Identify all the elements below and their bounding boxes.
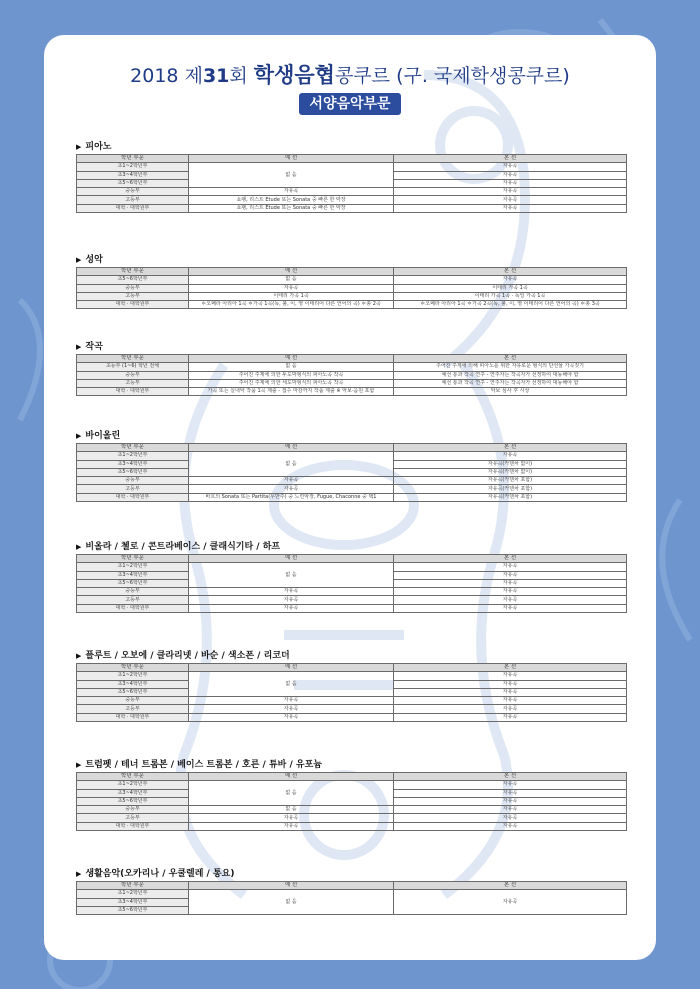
grade-cell: 중등부 bbox=[77, 371, 189, 379]
section-title bbox=[76, 649, 626, 663]
column-header-grade: 학년 부문 bbox=[77, 355, 189, 363]
bullet-arrow-icon: ▶ bbox=[76, 432, 82, 440]
table-row bbox=[77, 188, 627, 196]
schedule-table bbox=[76, 354, 627, 396]
schedule-table bbox=[76, 154, 627, 213]
section-title bbox=[76, 429, 626, 443]
table-row bbox=[77, 781, 627, 789]
prelim-cell: 주어진 주제에 의한 세도막형식의 피아노곡 작곡 bbox=[189, 379, 394, 387]
final-cell: 자유곡 bbox=[394, 588, 627, 596]
prelim-cell: 자유곡 bbox=[189, 477, 394, 485]
table-row bbox=[77, 697, 627, 705]
category-badge: 서양음악부문 bbox=[299, 93, 400, 115]
bullet-arrow-icon: ▶ bbox=[76, 761, 82, 769]
table-header-row bbox=[77, 773, 627, 781]
schedule-table bbox=[76, 881, 627, 915]
final-cell: 자유곡 bbox=[394, 188, 627, 196]
grade-cell: 고등부 bbox=[77, 814, 189, 822]
grade-cell: 고등부 bbox=[77, 379, 189, 387]
column-header-final: 본 선 bbox=[394, 555, 627, 563]
grade-cell: 초3~4학년부 bbox=[77, 571, 189, 579]
final-cell: 자유곡(카덴차 포함) bbox=[394, 493, 627, 501]
prelim-cell: 자유곡 bbox=[189, 705, 394, 713]
title-round-prefix: 제 bbox=[184, 65, 203, 87]
column-header-prelim: 예 선 bbox=[189, 882, 394, 890]
column-header-grade: 학년 부문 bbox=[77, 555, 189, 563]
grade-cell: 초1~2학년부 bbox=[77, 163, 189, 171]
grade-cell: 초5~6학년부 bbox=[77, 579, 189, 587]
grade-cell: 초3~4학년부 bbox=[77, 460, 189, 468]
schedule-table bbox=[76, 267, 627, 309]
section-title-text: 작곡 bbox=[85, 342, 103, 352]
section-title bbox=[76, 867, 626, 881]
prelim-cell: 자유곡 bbox=[189, 822, 394, 830]
table-row bbox=[77, 814, 627, 822]
section-title bbox=[76, 758, 626, 772]
prelim-cell: 없 음 bbox=[189, 890, 394, 915]
grade-cell: 대학 · 대학원부 bbox=[77, 204, 189, 212]
column-header-grade: 학년 부문 bbox=[77, 155, 189, 163]
grade-cell: 초3~4학년부 bbox=[77, 789, 189, 797]
section-title-text: 플루트 / 오보에 / 클라리넷 / 바순 / 색소폰 / 리코더 bbox=[85, 651, 290, 661]
table-header-row bbox=[77, 444, 627, 452]
table-row bbox=[77, 563, 627, 571]
table-row bbox=[77, 276, 627, 284]
section-1 bbox=[76, 140, 626, 213]
final-cell: 자유곡 bbox=[394, 571, 627, 579]
grade-cell: 고등부 bbox=[77, 196, 189, 204]
column-header-prelim: 예 선 bbox=[189, 555, 394, 563]
table-header-row bbox=[77, 882, 627, 890]
final-cell: 주어진 주제에 의해 피아노를 위한 자유로운 형식의 단선율 가곡짓기 bbox=[394, 363, 627, 371]
final-cell: 자유곡(카덴차 없이) bbox=[394, 468, 627, 476]
prelim-cell: 자유곡 bbox=[189, 485, 394, 493]
final-cell: 자유곡 bbox=[394, 688, 627, 696]
final-cell: 자유곡 bbox=[394, 452, 627, 460]
grade-cell: 중등부 bbox=[77, 588, 189, 596]
section-6 bbox=[76, 649, 626, 722]
section-title bbox=[76, 340, 626, 354]
grade-cell: 초5~6학년부 bbox=[77, 688, 189, 696]
column-header-prelim: 예 선 bbox=[189, 268, 394, 276]
grade-cell: 초1~2학년부 bbox=[77, 452, 189, 460]
bullet-arrow-icon: ▶ bbox=[76, 870, 82, 878]
section-title-text: 바이올린 bbox=[85, 431, 121, 441]
final-cell: 자유곡 bbox=[394, 814, 627, 822]
table-row bbox=[77, 163, 627, 171]
section-7 bbox=[76, 758, 626, 831]
grade-cell: 초5~6학년부 bbox=[77, 276, 189, 284]
column-header-prelim: 예 선 bbox=[189, 155, 394, 163]
column-header-prelim: 예 선 bbox=[189, 444, 394, 452]
prelim-cell: 자유곡 bbox=[189, 713, 394, 721]
table-header-row bbox=[77, 268, 627, 276]
prelim-cell: 없 음 bbox=[189, 363, 394, 371]
prelim-cell: 주어진 주제에 의한 두도막형식의 피아노곡 작곡 bbox=[189, 371, 394, 379]
prelim-cell: 자유곡 bbox=[189, 188, 394, 196]
final-cell: 자유곡 bbox=[394, 680, 627, 688]
column-header-final: 본 선 bbox=[394, 355, 627, 363]
grade-cell: 초3~4학년부 bbox=[77, 680, 189, 688]
grade-cell: 중등부 bbox=[77, 477, 189, 485]
table-row bbox=[77, 672, 627, 680]
table-header-row bbox=[77, 355, 627, 363]
table-row bbox=[77, 196, 627, 204]
schedule-table bbox=[76, 554, 627, 613]
final-cell: 자유곡(카덴차 포함) bbox=[394, 485, 627, 493]
section-title-text: 피아노 bbox=[85, 142, 112, 152]
grade-cell: 대학 · 대학원부 bbox=[77, 822, 189, 830]
prelim-cell: 없 음 bbox=[189, 452, 394, 477]
table-row bbox=[77, 363, 627, 371]
prelim-cell: 이태리 가곡 1곡 bbox=[189, 292, 394, 300]
title-round-number: 31 bbox=[202, 65, 230, 87]
column-header-prelim: 예 선 bbox=[189, 773, 394, 781]
column-header-grade: 학년 부문 bbox=[77, 664, 189, 672]
grade-cell: 대학 · 대학원부 bbox=[77, 493, 189, 501]
grade-cell: 초1~2학년부 bbox=[77, 781, 189, 789]
section-4 bbox=[76, 429, 626, 502]
column-header-final: 본 선 bbox=[394, 664, 627, 672]
section-8 bbox=[76, 867, 626, 915]
bullet-arrow-icon: ▶ bbox=[76, 543, 82, 551]
grade-cell: 고등부 bbox=[77, 292, 189, 300]
grade-cell: 중등부 bbox=[77, 806, 189, 814]
schedule-table bbox=[76, 772, 627, 831]
final-cell: 자유곡 bbox=[394, 713, 627, 721]
table-row bbox=[77, 379, 627, 387]
section-3 bbox=[76, 340, 626, 396]
grade-cell: 초3~4학년부 bbox=[77, 171, 189, 179]
grade-cell: 대학 · 대학원부 bbox=[77, 301, 189, 309]
prelim-cell: 없 음 bbox=[189, 781, 394, 806]
prelim-cell: 가곡 또는 실내악 작품 1곡 제출 - 접수 마감까지 작품 제출 ※ 악보·음원 포함 bbox=[189, 388, 394, 396]
grade-cell: 대학 · 대학원부 bbox=[77, 604, 189, 612]
table-row bbox=[77, 890, 627, 898]
prelim-cell: 자유곡 bbox=[189, 284, 394, 292]
prelim-cell: 없 음 bbox=[189, 276, 394, 284]
final-cell: 자유곡 bbox=[394, 604, 627, 612]
final-cell: 자유곡 bbox=[394, 705, 627, 713]
grade-cell: 고등부 bbox=[77, 596, 189, 604]
table-row bbox=[77, 371, 627, 379]
table-row bbox=[77, 292, 627, 300]
final-cell: 자유곡(카덴차 포함) bbox=[394, 477, 627, 485]
final-cell: 자유곡 bbox=[394, 196, 627, 204]
grade-cell: 초5~6학년부 bbox=[77, 179, 189, 187]
table-row bbox=[77, 604, 627, 612]
table-row bbox=[77, 477, 627, 485]
table-row bbox=[77, 452, 627, 460]
table-row bbox=[77, 705, 627, 713]
bullet-arrow-icon: ▶ bbox=[76, 143, 82, 151]
final-cell: 자유곡 bbox=[394, 171, 627, 179]
final-cell: 이태리 가곡 1곡 · 독일 가곡 1곡 bbox=[394, 292, 627, 300]
title-paren: (구. 국제학생콩쿠르) bbox=[396, 65, 570, 87]
section-title-text: 생활음악(오카리나 / 우쿨렐레 / 통요) bbox=[85, 869, 235, 879]
final-cell: 자유곡 bbox=[394, 596, 627, 604]
grade-cell: 초1~2학년부 bbox=[77, 563, 189, 571]
schedule-table bbox=[76, 663, 627, 722]
final-cell: 자유곡 bbox=[394, 179, 627, 187]
final-cell: 자유곡 bbox=[394, 563, 627, 571]
prelim-cell: 쇼팽, 리스트 Etude 또는 Sonata 중 빠른 한 악장 bbox=[189, 204, 394, 212]
column-header-grade: 학년 부문 bbox=[77, 444, 189, 452]
prelim-cell: 쇼팽, 리스트 Etude 또는 Sonata 중 빠른 한 악장 bbox=[189, 196, 394, 204]
table-row bbox=[77, 388, 627, 396]
table-row bbox=[77, 493, 627, 501]
schedule-table bbox=[76, 443, 627, 502]
final-cell: 자유곡 bbox=[394, 579, 627, 587]
grade-cell: 초등부 (1~6) 학년 전체 bbox=[77, 363, 189, 371]
grade-cell: 중등부 bbox=[77, 284, 189, 292]
grade-cell: 중등부 bbox=[77, 188, 189, 196]
title-rest: 콩쿠르 bbox=[334, 65, 391, 87]
grade-cell: 초3~4학년부 bbox=[77, 898, 189, 906]
final-cell: 악보 심사 후 시상 bbox=[394, 388, 627, 396]
section-2 bbox=[76, 253, 626, 309]
competition-title bbox=[44, 63, 656, 88]
grade-cell: 초1~2학년부 bbox=[77, 890, 189, 898]
grade-cell: 중등부 bbox=[77, 697, 189, 705]
column-header-final: 본 선 bbox=[394, 155, 627, 163]
final-cell: 예선 통과 작곡 연주 - 연주자는 작곡자가 선정하여 대동해야 함 bbox=[394, 379, 627, 387]
poster-card bbox=[44, 35, 656, 960]
grade-cell: 고등부 bbox=[77, 485, 189, 493]
bullet-arrow-icon: ▶ bbox=[76, 652, 82, 660]
grade-cell: 대학 · 대학원부 bbox=[77, 713, 189, 721]
grade-cell: 고등부 bbox=[77, 705, 189, 713]
final-cell: 자유곡 bbox=[394, 163, 627, 171]
table-row bbox=[77, 284, 627, 292]
column-header-grade: 학년 부문 bbox=[77, 882, 189, 890]
table-row bbox=[77, 713, 627, 721]
column-header-final: 본 선 bbox=[394, 444, 627, 452]
final-cell: 자유곡 bbox=[394, 890, 627, 915]
table-row bbox=[77, 588, 627, 596]
prelim-cell: 자유곡 bbox=[189, 604, 394, 612]
table-row bbox=[77, 806, 627, 814]
column-header-grade: 학년 부문 bbox=[77, 773, 189, 781]
table-header-row bbox=[77, 155, 627, 163]
final-cell: ＊오페라 아리아 1곡 ＊가곡 2곡(독, 불, 이, 영 이태리어 다른 언어의 곡) ＊총 3곡 bbox=[394, 301, 627, 309]
prelim-cell: 자유곡 bbox=[189, 814, 394, 822]
title-round-suffix: 회 bbox=[229, 65, 248, 87]
prelim-cell: 없 음 bbox=[189, 806, 394, 814]
grade-cell: 대학 · 대학원부 bbox=[77, 388, 189, 396]
prelim-cell: 자유곡 bbox=[189, 588, 394, 596]
final-cell: 자유곡 bbox=[394, 204, 627, 212]
section-title-text: 성악 bbox=[85, 255, 103, 265]
bullet-arrow-icon: ▶ bbox=[76, 343, 82, 351]
final-cell: 이태리 가곡 1곡 bbox=[394, 284, 627, 292]
final-cell: 자유곡 bbox=[394, 822, 627, 830]
table-row bbox=[77, 485, 627, 493]
table-row bbox=[77, 596, 627, 604]
column-header-final: 본 선 bbox=[394, 268, 627, 276]
final-cell: 자유곡 bbox=[394, 697, 627, 705]
section-title bbox=[76, 253, 626, 267]
final-cell: 자유곡 bbox=[394, 276, 627, 284]
prelim-cell: 없 음 bbox=[189, 672, 394, 697]
final-cell: 자유곡 bbox=[394, 781, 627, 789]
grade-cell: 초5~6학년부 bbox=[77, 797, 189, 805]
prelim-cell: 자유곡 bbox=[189, 596, 394, 604]
prelim-cell: 바흐의 Sonata 또는 Partita(무반주) 중 느린악장, Fugue, Chaconne 중 택1 bbox=[189, 493, 394, 501]
prelim-cell: 자유곡 bbox=[189, 697, 394, 705]
prelim-cell: 없 음 bbox=[189, 163, 394, 188]
column-header-final: 본 선 bbox=[394, 773, 627, 781]
section-title-text: 트럼펫 / 테너 트롬본 / 베이스 트롬본 / 호른 / 튜바 / 유포늄 bbox=[85, 760, 323, 770]
final-cell: 자유곡 bbox=[394, 789, 627, 797]
grade-cell: 초5~6학년부 bbox=[77, 468, 189, 476]
final-cell: 자유곡(카덴차 없이) bbox=[394, 460, 627, 468]
final-cell: 자유곡 bbox=[394, 797, 627, 805]
section-title bbox=[76, 540, 626, 554]
table-row bbox=[77, 301, 627, 309]
table-row bbox=[77, 822, 627, 830]
final-cell: 예선 통과 작곡 연주 - 연주자는 작곡자가 선정하여 대동해야 함 bbox=[394, 371, 627, 379]
grade-cell: 초1~2학년부 bbox=[77, 672, 189, 680]
prelim-cell: ＊오페라 아리아 1곡 ＊가곡 1곡(독, 불, 이, 영 이태리어 다른 언어의 곡) ＊총 2곡 bbox=[189, 301, 394, 309]
bullet-arrow-icon: ▶ bbox=[76, 256, 82, 264]
title-main: 학생음협 bbox=[253, 63, 335, 87]
table-row bbox=[77, 204, 627, 212]
column-header-prelim: 예 선 bbox=[189, 664, 394, 672]
section-title bbox=[76, 140, 626, 154]
column-header-prelim: 예 선 bbox=[189, 355, 394, 363]
final-cell: 자유곡 bbox=[394, 806, 627, 814]
column-header-grade: 학년 부문 bbox=[77, 268, 189, 276]
table-header-row bbox=[77, 555, 627, 563]
title-year: 2018 bbox=[130, 65, 179, 87]
table-header-row bbox=[77, 664, 627, 672]
column-header-final: 본 선 bbox=[394, 882, 627, 890]
section-title-text: 비올라 / 첼로 / 콘트라베이스 / 클래식기타 / 하프 bbox=[85, 542, 281, 552]
section-5 bbox=[76, 540, 626, 613]
grade-cell: 초5~6학년부 bbox=[77, 906, 189, 914]
prelim-cell: 없 음 bbox=[189, 563, 394, 588]
final-cell: 자유곡 bbox=[394, 672, 627, 680]
